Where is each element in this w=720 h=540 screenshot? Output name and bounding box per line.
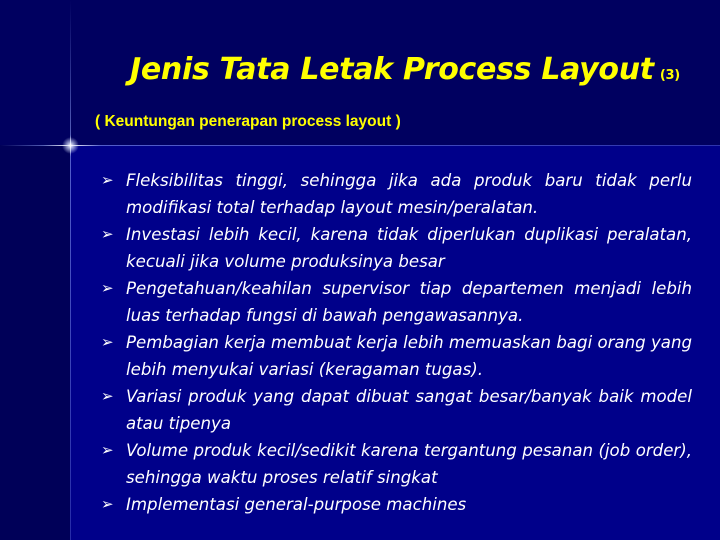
bullet-text: Investasi lebih kecil, karena tidak diperlukan duplikasi peralatan, kecuali jika volume produksinya besar [126, 225, 692, 271]
bullet-text: Pengetahuan/keahilan supervisor tiap departemen menjadi lebih luas terhadap fungsi di bawah pengawasannya. [126, 279, 692, 325]
bullet-text: Variasi produk yang dapat dibuat sangat besar/banyak baik model atau tipenya [126, 387, 692, 433]
slide-title [130, 52, 710, 87]
sparkle-icon [62, 137, 79, 154]
arrow-bullet-icon: ➢ [101, 171, 114, 189]
bullet-list [100, 167, 692, 518]
bullet-item [100, 221, 692, 275]
arrow-bullet-icon: ➢ [101, 279, 114, 297]
arrow-bullet-icon: ➢ [101, 387, 114, 405]
bullet-text: Fleksibilitas tinggi, sehingga jika ada produk baru tidak perlu modifikasi total terhadap layout mesin/peralatan. [126, 171, 692, 217]
vertical-light-line [70, 0, 71, 540]
slide-subtitle: ( Keuntungan penerapan process layout ) [95, 113, 401, 130]
bullet-text: Pembagian kerja membuat kerja lebih memuaskan bagi orang yang lebih menyukai variasi (keragaman tugas). [126, 333, 692, 379]
bullet-item [100, 437, 692, 491]
slide-title-number: (3) [659, 68, 680, 83]
arrow-bullet-icon: ➢ [101, 333, 114, 351]
arrow-bullet-icon: ➢ [101, 441, 114, 459]
bullet-item [100, 167, 692, 221]
bullet-item [100, 383, 692, 437]
horizontal-light-line [0, 145, 720, 146]
bullet-item [100, 329, 692, 383]
slide-title-text: Jenis Tata Letak Process Layout [130, 52, 654, 87]
bullet-text: Volume produk kecil/sedikit karena tergantung pesanan (job order), sehingga waktu proses relatif singkat [126, 441, 692, 487]
bullet-item [100, 275, 692, 329]
bullet-text: Implementasi general-purpose machines [126, 495, 467, 514]
left-panel [0, 145, 70, 540]
arrow-bullet-icon: ➢ [101, 225, 114, 243]
bullet-item [100, 491, 692, 518]
arrow-bullet-icon: ➢ [101, 495, 114, 513]
